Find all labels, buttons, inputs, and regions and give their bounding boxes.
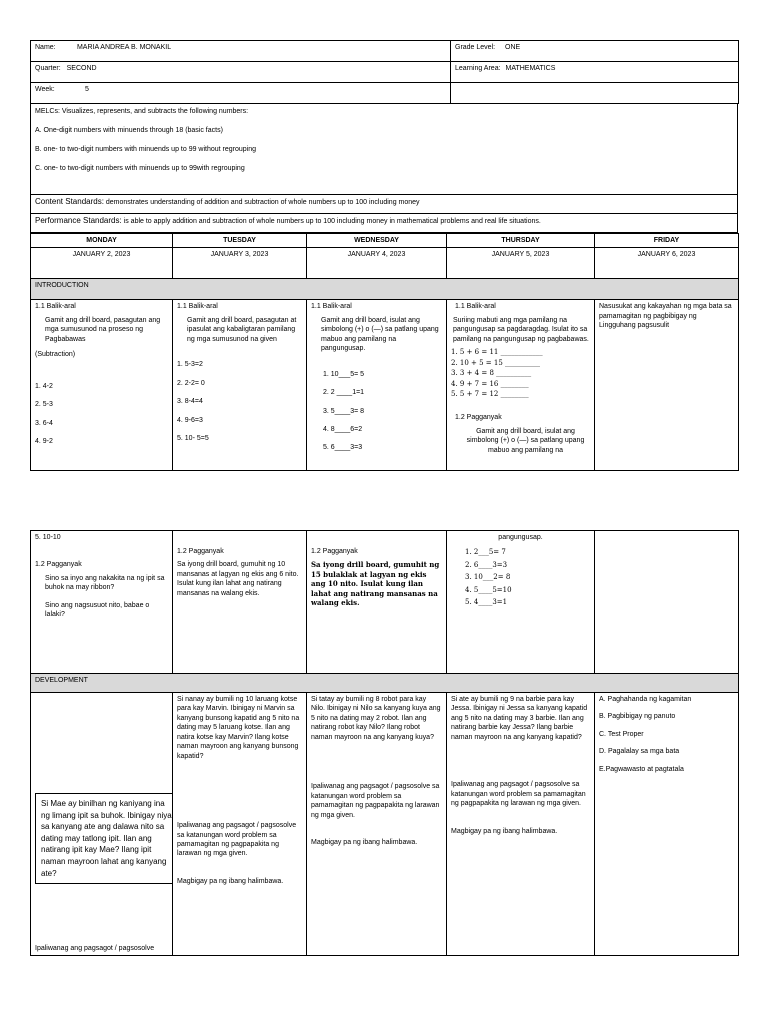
list-item: 1. 5-3=2: [177, 361, 203, 369]
date-wednesday: JANUARY 4, 2023: [307, 248, 447, 279]
date-friday: JANUARY 6, 2023: [595, 248, 739, 279]
content-standards-text: demonstrates understanding of addition and subtraction of whole numbers up to 100 including money: [105, 199, 420, 206]
day-tuesday: TUESDAY: [173, 234, 307, 248]
list-item: 2. 6____3=3: [465, 560, 508, 569]
date-tuesday: JANUARY 3, 2023: [173, 248, 307, 279]
intro-monday: [31, 300, 173, 471]
list-item: 2. 10 + 5 = 15 __________: [451, 358, 541, 367]
section-development: DEVELOPMENT: [31, 674, 739, 693]
lesson-plan-page-1: [30, 40, 738, 471]
dev-monday: [31, 693, 173, 956]
list-item: 3. 5____3= 8: [323, 407, 365, 415]
week-label: Week:: [35, 86, 55, 93]
intro-fri-text: Nasusukat ang kakayahan ng mga bata sa pamamagitan ng pagbibigay ng Lingguhang pagsusulit: [599, 303, 732, 330]
intro-mon-sub: (Subtraction): [35, 351, 76, 359]
intro-tue-text: Gamit ang drill board, pasagutan at ipasulat ang kabaligtaran pamilang ng mga sumusunod na given: [187, 316, 297, 343]
list-item: 2. 2 ____1=1: [323, 389, 365, 397]
date-thursday: JANUARY 5, 2023: [447, 248, 595, 279]
list-item: 4. 9-2: [35, 437, 53, 445]
cont-monday: [31, 531, 173, 674]
intro-mon-text: Gamit ang drill board, pasagutan ang mga sumusunod na proseso ng Pagbabawas: [45, 316, 161, 343]
date-monday: JANUARY 2, 2023: [31, 248, 173, 279]
grade-cell: [451, 41, 739, 62]
content-standards-cell: [31, 195, 738, 214]
lesson-plan-page-2: [30, 530, 738, 956]
quarter-value: SECOND: [66, 65, 97, 72]
dev-thursday: [447, 693, 595, 956]
name-label: Name:: [35, 44, 56, 51]
melcs-a: A. One-digit numbers with minuends through 18 (basic facts): [35, 127, 223, 135]
area-value: MATHEMATICS: [505, 65, 556, 72]
section-introduction: INTRODUCTION: [31, 279, 739, 300]
list-item: 5. 10- 5=5: [177, 434, 209, 442]
cont-tue-text: Sa iyong drill board, gumuhit ng 10 mansanas at lagyan ng ekis ang 6 nito. Isulat kung ilan lahat ang natirang mansanas na walang ekis.: [177, 561, 299, 597]
intro-thursday: [447, 300, 595, 471]
list-item: 4. 9 + 7 = 16 ________: [451, 379, 529, 388]
grade-value: ONE: [505, 44, 521, 51]
intro-thu-items: [451, 348, 590, 399]
area-label: Learning Area:: [455, 65, 501, 72]
cont-wednesday: [307, 531, 447, 674]
list-item: 4. 8____6=2: [323, 425, 363, 433]
performance-standards-text: is able to apply addition and subtraction of whole numbers up to 100 including money in mathematical problems and real life situations.: [123, 218, 541, 225]
week-cell: [31, 83, 451, 104]
cont-tuesday: [173, 531, 307, 674]
list-item: 3. 10___2= 8: [465, 573, 511, 582]
day-monday: MONDAY: [31, 234, 173, 248]
quarter-cell: [31, 62, 451, 83]
dev-tue-p3: Magbigay pa ng ibang halimbawa.: [177, 877, 284, 885]
name-value: MARIA ANDREA B. MONAKIL: [76, 44, 172, 51]
dev-wednesday: [307, 693, 447, 956]
intro-wed-text: Gamit ang drill board, isulat ang simbolong (+) o (—) sa patlang upang mabuo ang pamilang na pangungusap.: [321, 316, 439, 353]
intro-tuesday: [173, 300, 307, 471]
dev-thu-p2: Ipaliwanag ang pagsagot / pagsosolve sa katanungan word problem sa pamamagitan ng pagpapakita ng larawan ng mga given.: [451, 781, 586, 808]
dev-tue-p1: Si nanay ay bumili ng 10 laruang kotse para kay Marvin. Ibinigay ni Marvin sa kanyang bunsong kapatid ang 5 nito na dating may 5 laruang kotse. Ilan ang natira kotse kay Marvin? Ilang kotse naman mayroon ang kanyang bunsong kapatid?: [177, 696, 300, 760]
area-cell: [451, 62, 739, 83]
day-friday: FRIDAY: [595, 234, 739, 248]
dev-tuesday: [173, 693, 307, 956]
list-item: C. Test Proper: [599, 730, 644, 738]
list-item: D. Pagalalay sa mga bata: [599, 748, 680, 756]
melcs-b: B. one- to two-digit numbers with minuends up to 99 without regrouping: [35, 146, 257, 154]
intro-friday: [595, 300, 739, 471]
list-item: 4. 5____5=10: [465, 585, 512, 594]
list-item: E.Pagwawasto at pagtatala: [599, 765, 684, 773]
dev-wed-p2: Ipaliwanag ang pagsagot / pagsosolve sa katanungan word problem sa pamamagitan ng pagpapakita ng larawan ng mga given.: [311, 783, 440, 819]
list-item: 2. 2-2= 0: [177, 379, 205, 387]
cont-wed-text: Sa iyong drill board, gumuhit ng 15 bulaklak at lagyan ng ekis ang 10 nito. Isulat kung ilan lahat ang natirang mansanas na walang ekis.: [311, 560, 440, 608]
cont-wed-head: 1.2 Pagganyak: [311, 548, 358, 555]
list-item: 5. 6____3=3: [323, 444, 363, 452]
schedule-table-continued: [30, 530, 739, 956]
cont-mon-head: 1.2 Pagganyak: [35, 561, 82, 569]
empty-cell: [451, 83, 739, 104]
name-cell: [31, 41, 451, 62]
list-item: 1. 4-2: [35, 382, 53, 390]
cont-mon-q2: Sino ang nagsusuot nito, babae o lalaki?: [45, 601, 150, 619]
list-item: 1. 10___5= 5: [323, 370, 365, 378]
dev-thu-p1: Si ate ay bumili ng 9 na barbie para kay Jessa. Ibinigay ni Jessa sa kanyang kapatid ang 5 nito na dating may 3 barbie. Ilan ang natirang barbie kay Jessa? Ilang barbie naman mayroon na ang kanyang kapatid?: [451, 696, 588, 741]
dev-tue-p2: Ipaliwanag ang pagsagot / pagsosolve sa katanungan word problem sa pamamagitan ng pagpapakita ng larawan ng mga given.: [177, 822, 297, 858]
melcs-c: C. one- to two-digit numbers with minuends up to 99with regrouping: [35, 165, 245, 173]
intro-tue-items: [177, 360, 302, 443]
cont-thu-items: [451, 548, 590, 607]
intro-thu-text2: Gamit ang drill board, isulat ang simbolong (+) o (—) sa patlang upang mabuo ang pamilang na: [466, 427, 585, 454]
intro-thu-head: 1.1 Balik-aral: [455, 303, 496, 311]
dev-mon-bottom: Ipaliwanag ang pagsagot / pagsosolve: [35, 944, 155, 952]
grade-label: Grade Level:: [455, 44, 496, 51]
schedule-table: [30, 233, 739, 471]
day-wednesday: WEDNESDAY: [307, 234, 447, 248]
intro-tue-head: 1.1 Balik-aral: [177, 303, 218, 311]
week-value: 5: [84, 86, 89, 93]
intro-wed-head: 1.1 Balik-aral: [311, 303, 352, 311]
list-item: 5. 4____3=1: [465, 598, 508, 607]
intro-wednesday: [307, 300, 447, 471]
word-problem-box: Si Mae ay binilhan ng kaniyang ina ng limang ipit sa buhok. Ibinigay niya sa kanyang ate ang dalawa nito sa dating may tatlong ipit. Ilan ang natirang ipit kay Mae? Ilang ipit naman mayroon lahat ang kanyang ate?: [35, 793, 173, 884]
list-item: 3. 3 + 4 = 8 __________: [451, 369, 532, 378]
intro-thu-text: Suriing mabuti ang mga pamilang na pangungusap sa pagdaragdag. Isulat ito sa pamilang na pangungusap ng pagbabawas.: [453, 316, 589, 343]
day-thursday: THURSDAY: [447, 234, 595, 248]
cont-thu-top: pangungusap.: [498, 534, 543, 541]
cont-friday: [595, 531, 739, 674]
standards-table: [30, 104, 738, 233]
list-item: 1. 5 + 6 = 11 ____________: [451, 348, 543, 357]
intro-thu-head2: 1.2 Pagganyak: [455, 414, 502, 422]
list-item: 2. 5-3: [35, 401, 53, 409]
dev-fri-items: [599, 695, 734, 774]
list-item: 4. 9-6=3: [177, 416, 203, 424]
cont-tue-head: 1.2 Pagganyak: [177, 548, 224, 555]
intro-mon-items: [35, 382, 168, 447]
list-item: 1. 2___5= 7: [465, 548, 506, 557]
melcs-cell: [31, 104, 738, 195]
intro-wed-items: [311, 370, 442, 453]
content-standards-label: Content Standards:: [35, 197, 104, 206]
dev-thu-p3: Magbigay pa ng ibang halimbawa.: [451, 827, 558, 835]
cont-mon-top: 5. 10-10: [35, 534, 61, 541]
dev-wed-p3: Magbigay pa ng ibang halimbawa.: [311, 838, 418, 846]
cont-thursday: [447, 531, 595, 674]
intro-mon-head: 1.1 Balik-aral: [35, 303, 76, 311]
dev-wed-p1: Si tatay ay bumili ng 8 robot para kay Nilo. Ibinigay ni Nilo sa kanyang kuya ang 5 nito na dating may 2 robot. Ilan ang natirang robot kay Nilo? Ilang robot naman mayroon na ang kanyang kuya?: [311, 696, 441, 741]
performance-standards-cell: [31, 214, 738, 233]
dev-friday: [595, 693, 739, 956]
melcs-title: MELCs: Visualizes, represents, and subtracts the following numbers:: [35, 108, 249, 115]
performance-standards-label: Performance Standards:: [35, 216, 122, 225]
quarter-label: Quarter:: [35, 65, 61, 72]
header-table: [30, 40, 739, 104]
cont-mon-q1: Sino sa inyo ang nakakita na ng ipit sa buhok na may ribbon?: [45, 574, 165, 592]
list-item: 3. 8-4=4: [177, 398, 203, 406]
list-item: A. Paghahanda ng kagamitan: [599, 696, 692, 703]
list-item: 3. 6-4: [35, 419, 53, 427]
list-item: 5. 5 + 7 = 12 ________: [451, 389, 529, 398]
list-item: B. Pagbibigay ng panuto: [599, 713, 676, 721]
